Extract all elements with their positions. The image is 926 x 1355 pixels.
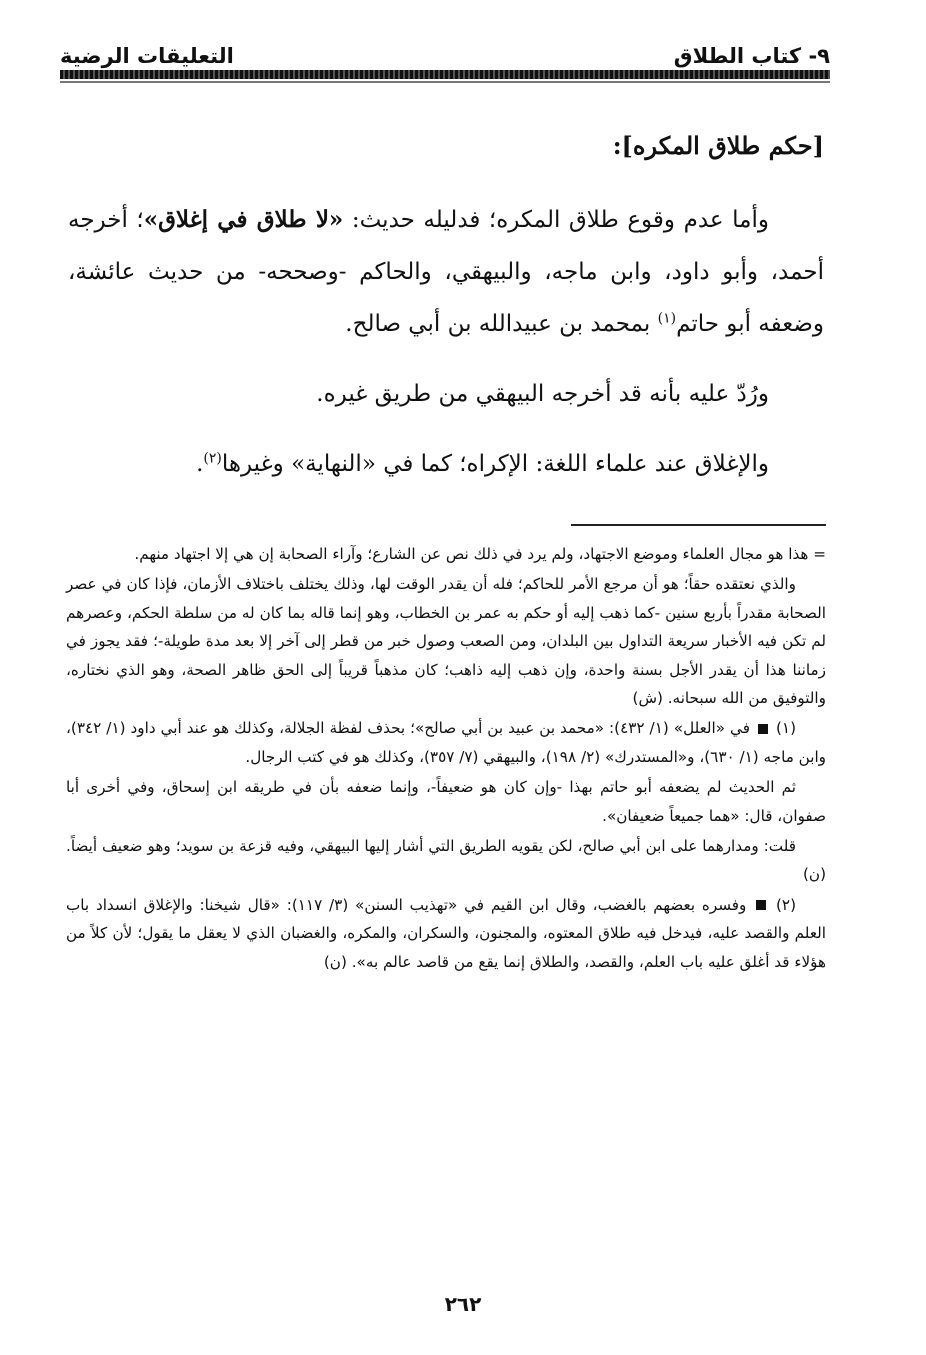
footnote-1 xyxy=(66,714,826,771)
paragraph-1 xyxy=(68,194,824,350)
paragraph-3 xyxy=(68,438,824,490)
section-heading: [حكم طلاق المكره]: xyxy=(612,131,824,160)
chapter-title: ٩- كتاب الطلاق xyxy=(673,44,830,68)
footnote-ref-2[interactable]: (٢) xyxy=(203,450,222,467)
footnote-1-para-2: ثم الحديث لم يضعفه أبو حاتم بهذا -وإن كان هو ضعيفاً-، وإنما ضعفه بأن في طريقه ابن إسحاق، وفي أخرى أبا صفوان، قال: «هما جميعاً ضعيفان». xyxy=(66,778,826,825)
header-rule xyxy=(60,70,830,79)
book-title: التعليقات الرضية xyxy=(60,44,234,68)
footnote-1-number: (١) xyxy=(775,719,797,738)
footnote-ref-1[interactable]: (١) xyxy=(657,310,677,327)
hadith-quote: «لا طلاق في إغلاق» xyxy=(143,206,344,233)
footnotes xyxy=(66,540,826,978)
footnote-continuation-2: والذي نعتقده حقاً؛ هو أن مرجع الأمر للحاكم؛ فله أن يقدر الوقت لها، وذلك يختلف باختلاف الأزمان، فإذا كان في عصر الصحابة مقدراً بأربع سنين -كما ذهب إليه أو حكم به عمر بن الخطاب، وهو إنما قاله بما كان له من سلطة الحكم، وعصرهم لم تكن فيه الأخبار سريعة التداول بين البلدان، ومن الصعب وصول خبر من قطر إلى آخر إلا بعد مدة طويلة-؛ فقد يجوز في زماننا هذا أن يقدر الأجل بسنة واحدة، وإن ذهب إليه ذاهب؛ كان مذهباً قريباً إلى الحق ظاهر الصحة، وهو الذي نختاره، والتوفيق من الله سبحانه. (ش) xyxy=(66,575,826,708)
p3-text-b: . xyxy=(196,451,204,477)
p1-text-c: بمحمد بن عبيدالله بن أبي صالح. xyxy=(345,311,658,337)
page-number: ٢٦٢ xyxy=(444,1292,482,1316)
footnote-1-para-3: قلت: ومدارهما على ابن أبي صالح، لكن يقويه الطريق التي أشار إليها البيهقي، وفيه قزعة بن سويد؛ وهو ضعيف أيضاً. (ن) xyxy=(66,837,826,884)
footnote-separator xyxy=(571,524,826,526)
square-bullet-icon xyxy=(756,900,766,910)
header-rule-thin xyxy=(60,81,830,83)
footnote-1-text: في «العلل» (١/ ٤٣٢): «محمد بن عبيد بن أبي صالح»؛ بحذف لفظة الجلالة، وكذلك هو عند أبي داود (١/ ٣٤٢)، وابن ماجه (١/ ٦٣٠)، و«المستدرك» (٢/ ١٩٨)، والبيهقي (٧/ ٣٥٧)، وكذلك هو في كتب الرجال. xyxy=(66,719,826,766)
footnote-continuation-1: = هذا هو مجال العلماء وموضع الاجتهاد، ولم يرد في ذلك نص عن الشارع؛ وآراء الصحابة إن هي إلا اجتهاد منهم. xyxy=(134,545,826,563)
main-text xyxy=(68,120,824,508)
p1-text-b: ؛ أخرجه أحمد، وأبو داود، وابن ماجه، والبيهقي، والحاكم -وصححه- من حديث عائشة، وضعفه أبو حاتم xyxy=(68,207,824,337)
square-bullet-icon xyxy=(758,724,768,734)
p3-text-a: والإغلاق عند علماء اللغة: الإكراه؛ كما في «النهاية» وغيرها xyxy=(221,451,769,477)
footnote-2 xyxy=(66,891,826,976)
p1-text-a: وأما عدم وقوع طلاق المكره؛ فدليله حديث: xyxy=(343,207,769,233)
footnote-2-number: (٢) xyxy=(775,895,797,914)
running-header xyxy=(60,38,830,68)
footnote-2-text: وفسره بعضهم بالغضب، وقال ابن القيم في «تهذيب السنن» (٣/ ١١٧): «قال شيخنا: والإغلاق انسداد باب العلم والقصد عليه، فيدخل فيه طلاق المعتوه، والمجنون، والسكران، والمكره، والغضبان الذي لا يعقل ما يقول؛ لأن كلاً من هؤلاء قد أغلق عليه باب العلم، والقصد، والطلاق إنما يقع من قاصد عالم به». (ن) xyxy=(66,895,826,971)
paragraph-2: ورُدّ عليه بأنه قد أخرجه البيهقي من طريق غيره. xyxy=(316,381,769,407)
